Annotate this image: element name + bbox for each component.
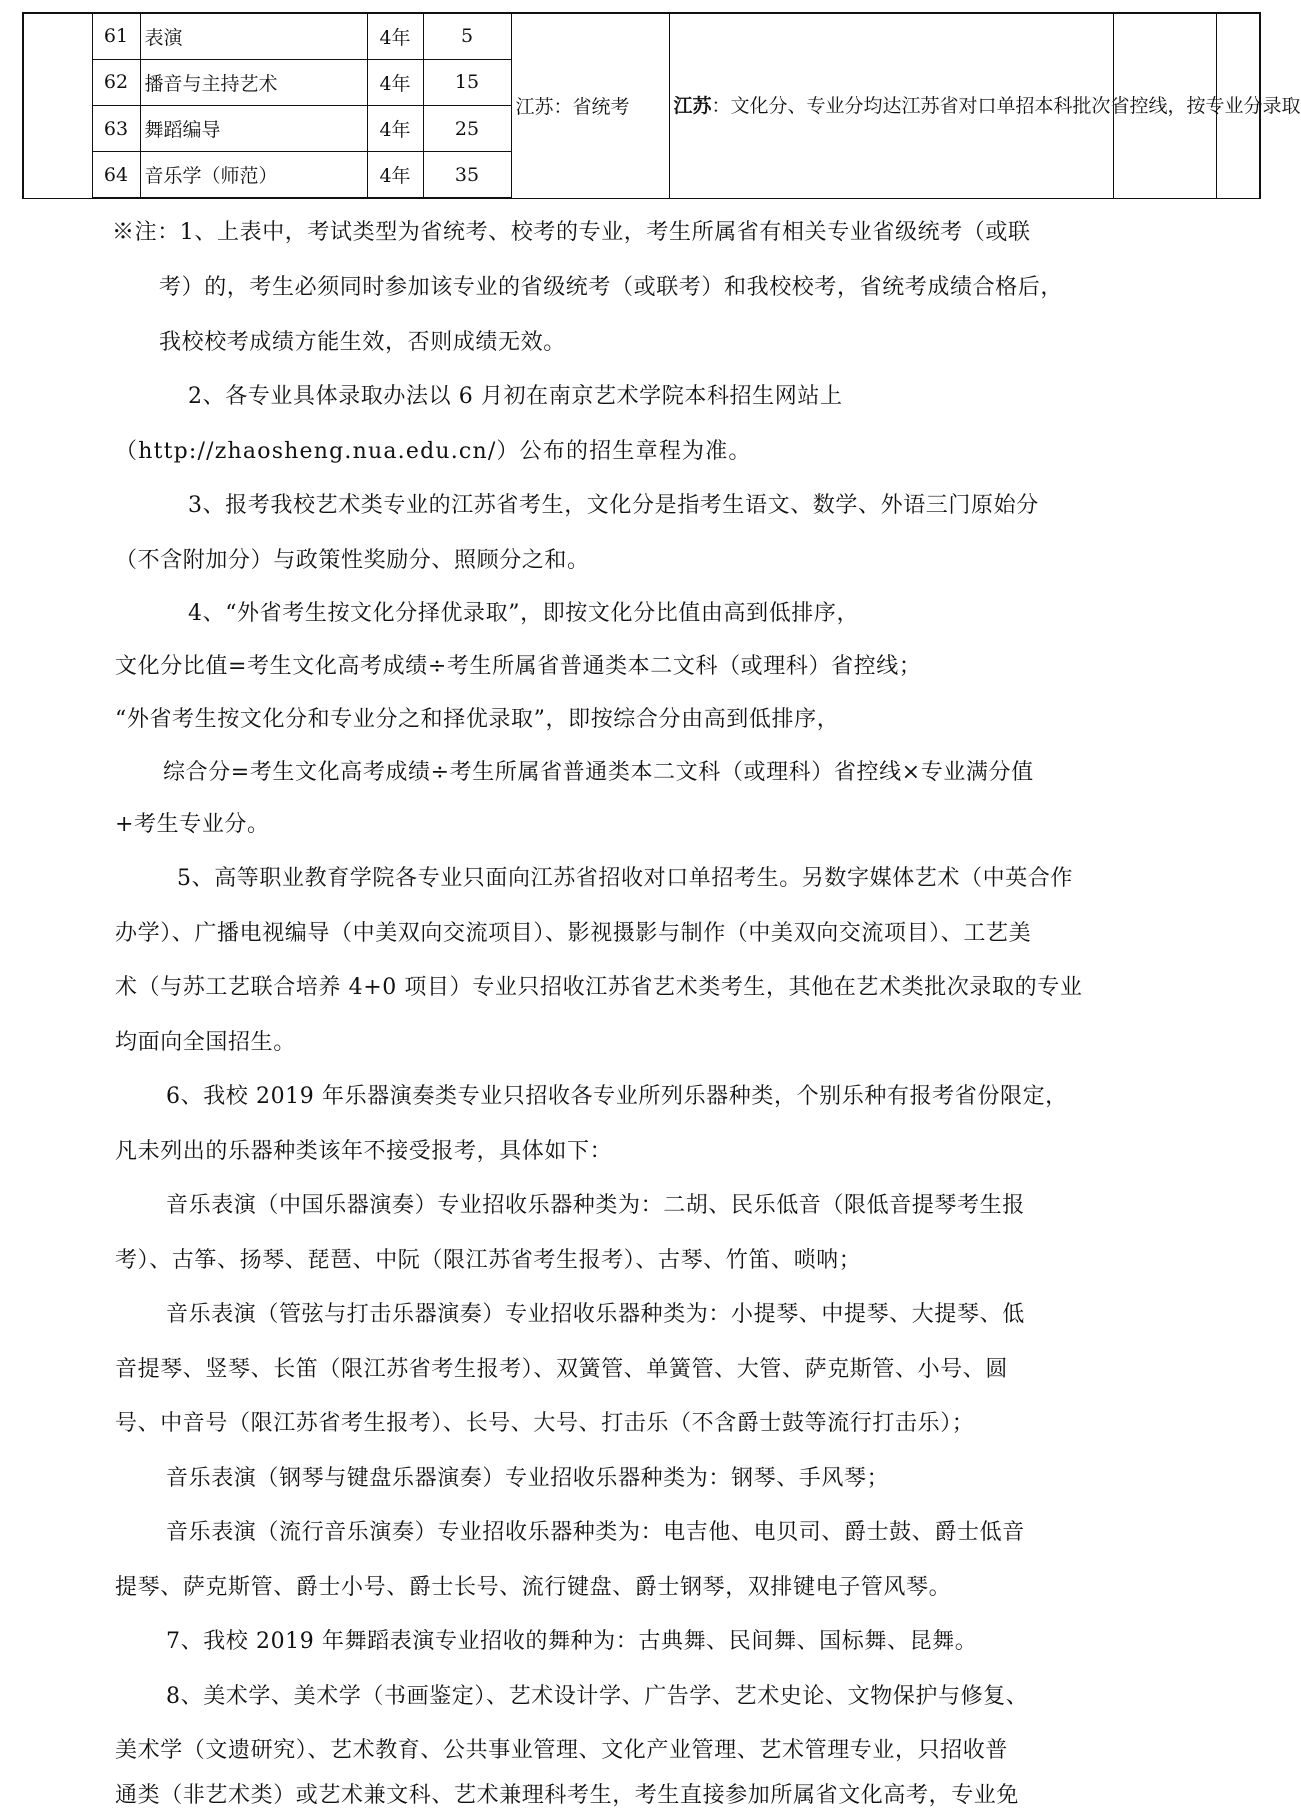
admission-rule-text: ：文化分、专业分均达江苏省对口单招本科批次省控线，按专业分录取 xyxy=(711,94,1301,117)
note-2-line-1: 2、各专业具体录取办法以 6 月初在南京艺术学院本科招生网站上 xyxy=(188,384,843,409)
enrollment-quota: 35 xyxy=(423,152,511,198)
row-number: 62 xyxy=(92,59,140,105)
note-5-line-1: 5、高等职业教育学院各专业只面向江苏省招收对口单招考生。另数字媒体艺术（中英合作 xyxy=(177,866,1073,891)
row-number: 63 xyxy=(92,106,140,152)
note-1-line-2: 考）的，考生必须同时参加该专业的省级统考（或联考）和我校校考，省统考成绩合格后， xyxy=(159,275,1064,300)
admission-rule xyxy=(669,13,1301,198)
note-4-line-1: 4、“外省考生按文化分择优录取”，即按文化分比值由高到低排序， xyxy=(188,601,860,626)
note-6-orchestral-1: 音乐表演（管弦与打击乐器演奏）专业招收乐器种类为：小提琴、中提琴、大提琴、低 xyxy=(166,1302,1025,1327)
note-6-chinese-instruments-2: 考）、古筝、扬琴、琵琶、中阮（限江苏省考生报考）、古琴、竹笛、唢呐； xyxy=(115,1248,862,1273)
note-3-line-2: （不含附加分）与政策性奖励分、照顾分之和。 xyxy=(115,548,590,573)
note-6-keyboard-1: 音乐表演（钢琴与键盘乐器演奏）专业招收乐器种类为：钢琴、手风琴； xyxy=(166,1466,890,1491)
note-6-orchestral-2: 音提琴、竖琴、长笛（限江苏省考生报考）、双簧管、单簧管、大管、萨克斯管、小号、圆 xyxy=(115,1357,1009,1382)
note-8-line-1: 8、美术学、美术学（书画鉴定）、艺术设计学、广告学、艺术史论、文物保护与修复、 xyxy=(166,1684,1029,1709)
row-number: 61 xyxy=(92,13,140,59)
note-5-line-4: 均面向全国招生。 xyxy=(115,1030,296,1055)
admission-table xyxy=(22,12,1301,199)
note-3-line-1: 3、报考我校艺术类专业的江苏省考生，文化分是指考生语文、数学、外语三门原始分 xyxy=(188,493,1039,518)
blank-cell xyxy=(23,13,92,198)
note-6-pop-2: 提琴、萨克斯管、爵士小号、爵士长号、流行键盘、爵士钢琴，双排键电子管风琴。 xyxy=(115,1575,952,1600)
program-length: 4年 xyxy=(367,59,423,105)
note-1-line-3: 我校校考成绩方能生效，否则成绩无效。 xyxy=(159,330,566,355)
note-4-line-3: “外省考生按文化分和专业分之和择优录取”，即按综合分由高到低排序， xyxy=(115,707,840,732)
enrollment-quota: 5 xyxy=(423,13,511,59)
program-length: 4年 xyxy=(367,106,423,152)
note-2-line-2: （http://zhaosheng.nua.edu.cn/）公布的招生章程为准。 xyxy=(115,439,752,464)
major-name: 播音与主持艺术 xyxy=(140,59,367,105)
note-8-line-3: 通类（非艺术类）或艺术兼文科、艺术兼理科考生，考生直接参加所属省文化高考，专业免 xyxy=(115,1783,1020,1808)
note-8-line-2: 美术学（文遗研究）、艺术教育、公共事业管理、文化产业管理、艺术管理专业，只招收普 xyxy=(115,1738,1009,1763)
major-name: 表演 xyxy=(140,13,367,59)
admission-rule-province: 江苏 xyxy=(673,94,712,117)
enrollment-quota: 25 xyxy=(423,106,511,152)
enrollment-quota: 15 xyxy=(423,59,511,105)
note-5-line-2: 办学）、广播电视编导（中美双向交流项目）、影视摄影与制作（中美双向交流项目）、工艺美 xyxy=(115,921,1032,946)
note-6-orchestral-3: 号、中音号（限江苏省考生报考）、长号、大号、打击乐（不含爵士鼓等流行打击乐）； xyxy=(115,1411,975,1436)
row-number: 64 xyxy=(92,152,140,198)
note-6-line-1: 6、我校 2019 年乐器演奏类专业只招收各专业所列乐器种类，个别乐种有报考省份限定， xyxy=(166,1084,1068,1109)
note-7-line-1: 7、我校 2019 年舞蹈表演专业招收的舞种为：古典舞、民间舞、国标舞、昆舞。 xyxy=(166,1629,978,1654)
note-6-line-2: 凡未列出的乐器种类该年不接受报考，具体如下： xyxy=(115,1139,613,1164)
program-length: 4年 xyxy=(367,152,423,198)
major-name: 舞蹈编导 xyxy=(140,106,367,152)
program-length: 4年 xyxy=(367,13,423,59)
note-1-line-1: ※注：1、上表中，考试类型为省统考、校考的专业，考生所属省有相关专业省级统考（或联 xyxy=(112,220,1031,245)
table-row xyxy=(23,13,1260,59)
major-name: 音乐学（师范） xyxy=(140,152,367,198)
note-5-line-3: 术（与苏工艺联合培养 4+0 项目）专业只招收江苏省艺术类考生，其他在艺术类批次录取的专业 xyxy=(115,975,1083,1000)
note-4-line-4: 综合分=考生文化高考成绩÷考生所属省普通类本二文科（或理科）省控线×专业满分值 xyxy=(163,760,1034,785)
exam-type: 江苏：省统考 xyxy=(511,13,669,198)
note-4-line-5: +考生专业分。 xyxy=(115,812,270,837)
note-6-chinese-instruments-1: 音乐表演（中国乐器演奏）专业招收乐器种类为：二胡、民乐低音（限低音提琴考生报 xyxy=(166,1193,1025,1218)
note-4-line-2: 文化分比值=考生文化高考成绩÷考生所属省普通类本二文科（或理科）省控线； xyxy=(115,654,922,679)
note-6-pop-1: 音乐表演（流行音乐演奏）专业招收乐器种类为：电吉他、电贝司、爵士鼓、爵士低音 xyxy=(166,1520,1025,1545)
